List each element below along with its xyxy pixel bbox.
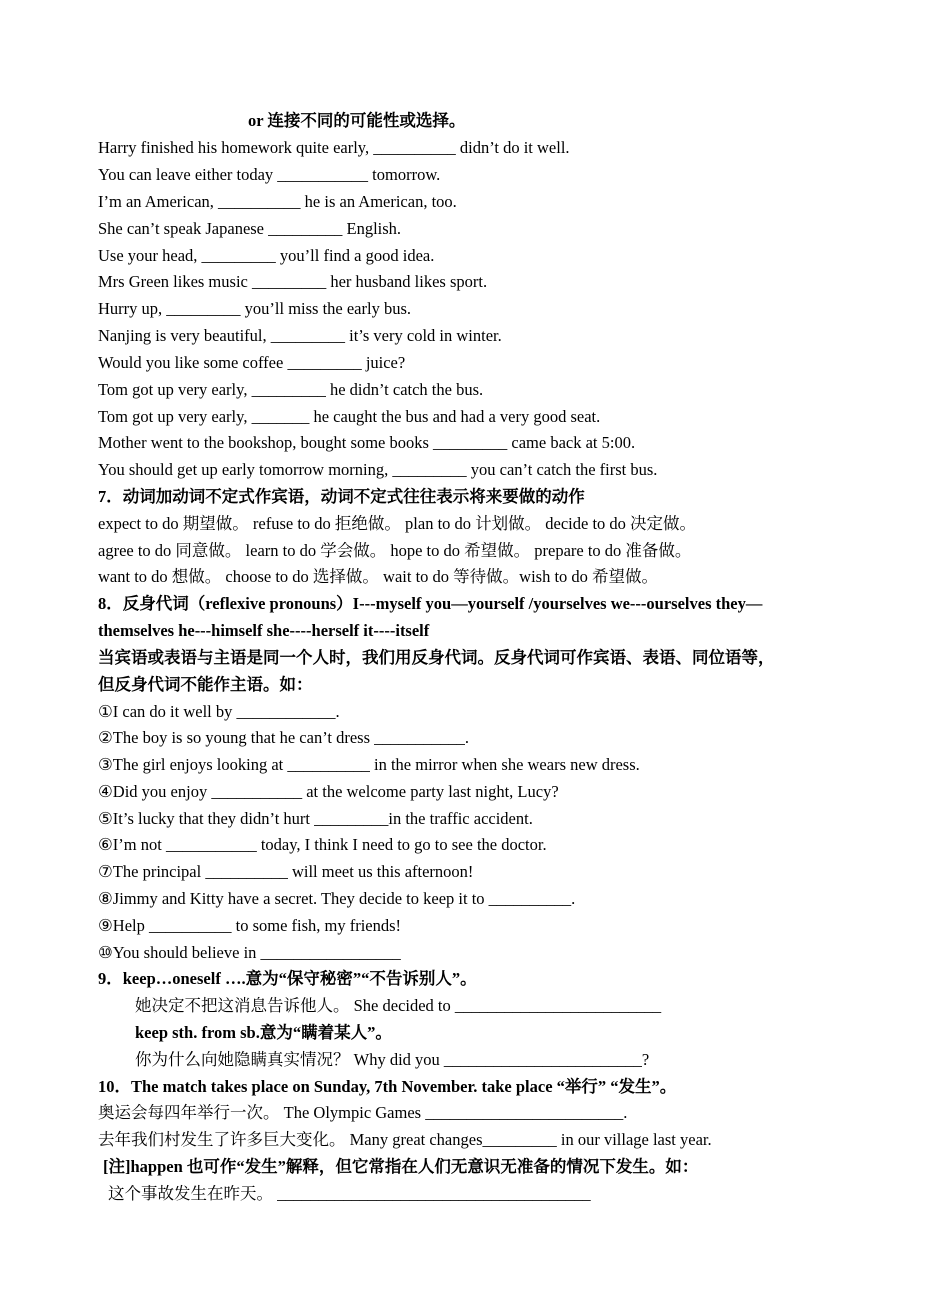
- exercise-line: ⑨Help __________ to some fish, my friends!: [98, 916, 402, 935]
- section-8-heading-cont: themselves he---himself she----herself it----itself: [98, 621, 430, 640]
- exercise-line: ⑩You should believe in _________________: [98, 943, 401, 962]
- vocab-line: expect to do 期望做。 refuse to do 拒绝做。 plan to do 计划做。 decide to do 决定做。: [98, 514, 697, 533]
- exercise-line: I’m an American, __________ he is an American, too.: [98, 192, 457, 211]
- exercise-line: 奥运会每四年举行一次。 The Olympic Games ________________________.: [98, 1103, 628, 1122]
- section-7-heading: 7．动词加动词不定式作宾语，动词不定式往往表示将来要做的动作: [98, 487, 585, 506]
- section-8-heading: 8．反身代词（reflexive pronouns）I---myself you—yourself /yourselves we---ourselves they—: [98, 594, 763, 613]
- exercise-line: ④Did you enjoy ___________ at the welcome party last night, Lucy?: [98, 782, 559, 801]
- exercise-line: 她决定不把这消息告诉他人。 She decided to _________________________: [135, 996, 662, 1015]
- exercise-line: Harry finished his homework quite early, __________ didn’t do it well.: [98, 138, 570, 157]
- exercise-line: You can leave either today ___________ tomorrow.: [98, 165, 441, 184]
- vocab-line: want to do 想做。 choose to do 选择做。 wait to do 等待做。wish to do 希望做。: [98, 567, 659, 586]
- exercise-line: Would you like some coffee _________ juice?: [98, 353, 406, 372]
- heading-or-usage: or 连接不同的可能性或选择。: [248, 111, 466, 130]
- exercise-line: ⑧Jimmy and Kitty have a secret. They decide to keep it to __________.: [98, 889, 576, 908]
- exercise-line: Mrs Green likes music _________ her husband likes sport.: [98, 272, 488, 291]
- exercise-line: She can’t speak Japanese _________ English.: [98, 219, 402, 238]
- exercise-line: 你为什么向她隐瞒真实情况？ Why did you ________________________?: [135, 1050, 650, 1069]
- exercise-line: Mother went to the bookshop, bought some books _________ came back at 5:00.: [98, 433, 636, 452]
- exercise-line: You should get up early tomorrow morning, _________ you can’t catch the first bus.: [98, 460, 658, 479]
- exercise-line: ②The boy is so young that he can’t dress ___________.: [98, 728, 470, 747]
- exercise-line: Hurry up, _________ you’ll miss the early bus.: [98, 299, 412, 318]
- exercise-line: ①I can do it well by ____________.: [98, 702, 340, 721]
- exercise-line: ⑦The principal __________ will meet us this afternoon!: [98, 862, 474, 881]
- section-9-heading: 9．keep…oneself ….意为“保守秘密”“不告诉别人”。: [98, 969, 477, 988]
- section-10-heading: 10．The match takes place on Sunday, 7th November. take place “举行” “发生”。: [98, 1077, 677, 1096]
- exercise-line: Nanjing is very beautiful, _________ it’s very cold in winter.: [98, 326, 502, 345]
- section-8-rule: 当宾语或表语与主语是同一个人时，我们用反身代词。反身代词可作宾语、表语、同位语等，: [98, 648, 775, 667]
- exercise-line: Tom got up very early, _______ he caught the bus and had a very good seat.: [98, 407, 601, 426]
- vocab-line: agree to do 同意做。 learn to do 学会做。 hope to do 希望做。 prepare to do 准备做。: [98, 541, 692, 560]
- section-9-subheading: keep sth. from sb.意为“瞒着某人”。: [135, 1023, 392, 1042]
- exercise-line: 这个事故发生在昨天。 ______________________________________: [108, 1184, 591, 1203]
- exercise-line: Tom got up very early, _________ he didn’t catch the bus.: [98, 380, 484, 399]
- section-8-rule: 但反身代词不能作主语。如：: [98, 675, 313, 694]
- exercise-line: 去年我们村发生了许多巨大变化。 Many great changes_________ in our village last year.: [98, 1130, 712, 1149]
- exercise-line: Use your head, _________ you’ll find a good idea.: [98, 246, 435, 265]
- exercise-line: ⑤It’s lucky that they didn’t hurt _________in the traffic accident.: [98, 809, 533, 828]
- exercise-line: ③The girl enjoys looking at __________ in the mirror when she wears new dress.: [98, 755, 640, 774]
- exercise-line: ⑥I’m not ___________ today, I think I need to go to see the doctor.: [98, 835, 547, 854]
- note-line: [注]happen 也可作“发生”解释，但它常指在人们无意识无准备的情况下发生。如：: [103, 1157, 699, 1176]
